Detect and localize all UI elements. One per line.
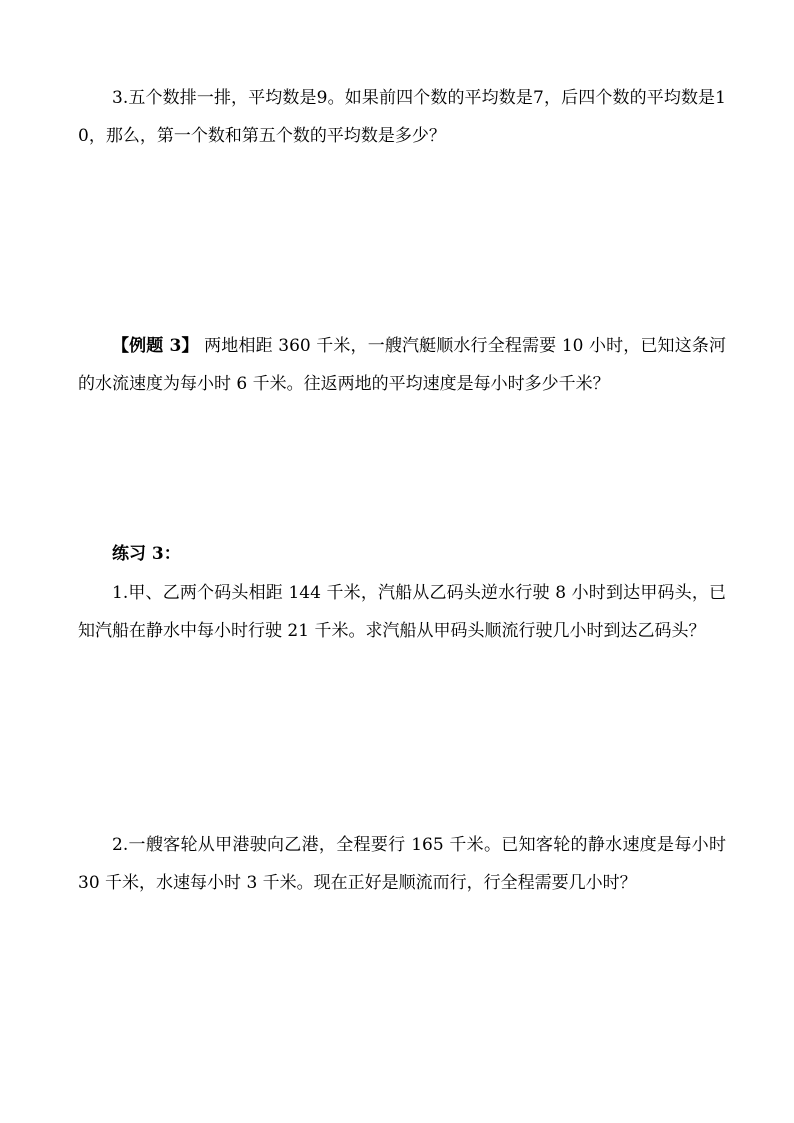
practice-2-text: 2.一艘客轮从甲港驶向乙港，全程要行 165 千米。已知客轮的静水速度是每小时 30 千米，水速每小时 3 千米。现在正好是顺流而行，行全程需要几小时？ xyxy=(78,835,726,893)
example-3-paragraph xyxy=(78,327,726,403)
example-3-label: 【例题 3】 xyxy=(112,336,199,356)
problem-3-text: 3.五个数排一排，平均数是9。如果前四个数的平均数是7，后四个数的平均数是10，那么，第一个数和第五个数的平均数是多少？ xyxy=(78,88,726,146)
example-3-text: 两地相距 360 千米，一艘汽艇顺水行全程需要 10 小时，已知这条河的水流速度为每小时 6 千米。往返两地的平均速度是每小时多少千米？ xyxy=(78,336,726,394)
practice-3-heading: 练习 3： xyxy=(112,544,181,564)
practice-1-text: 1.甲、乙两个码头相距 144 千米，汽船从乙码头逆水行驶 8 小时到达甲码头，已知汽船在静水中每小时行驶 21 千米。求汽船从甲码头顺流行驶几小时到达乙码头？ xyxy=(78,583,726,641)
